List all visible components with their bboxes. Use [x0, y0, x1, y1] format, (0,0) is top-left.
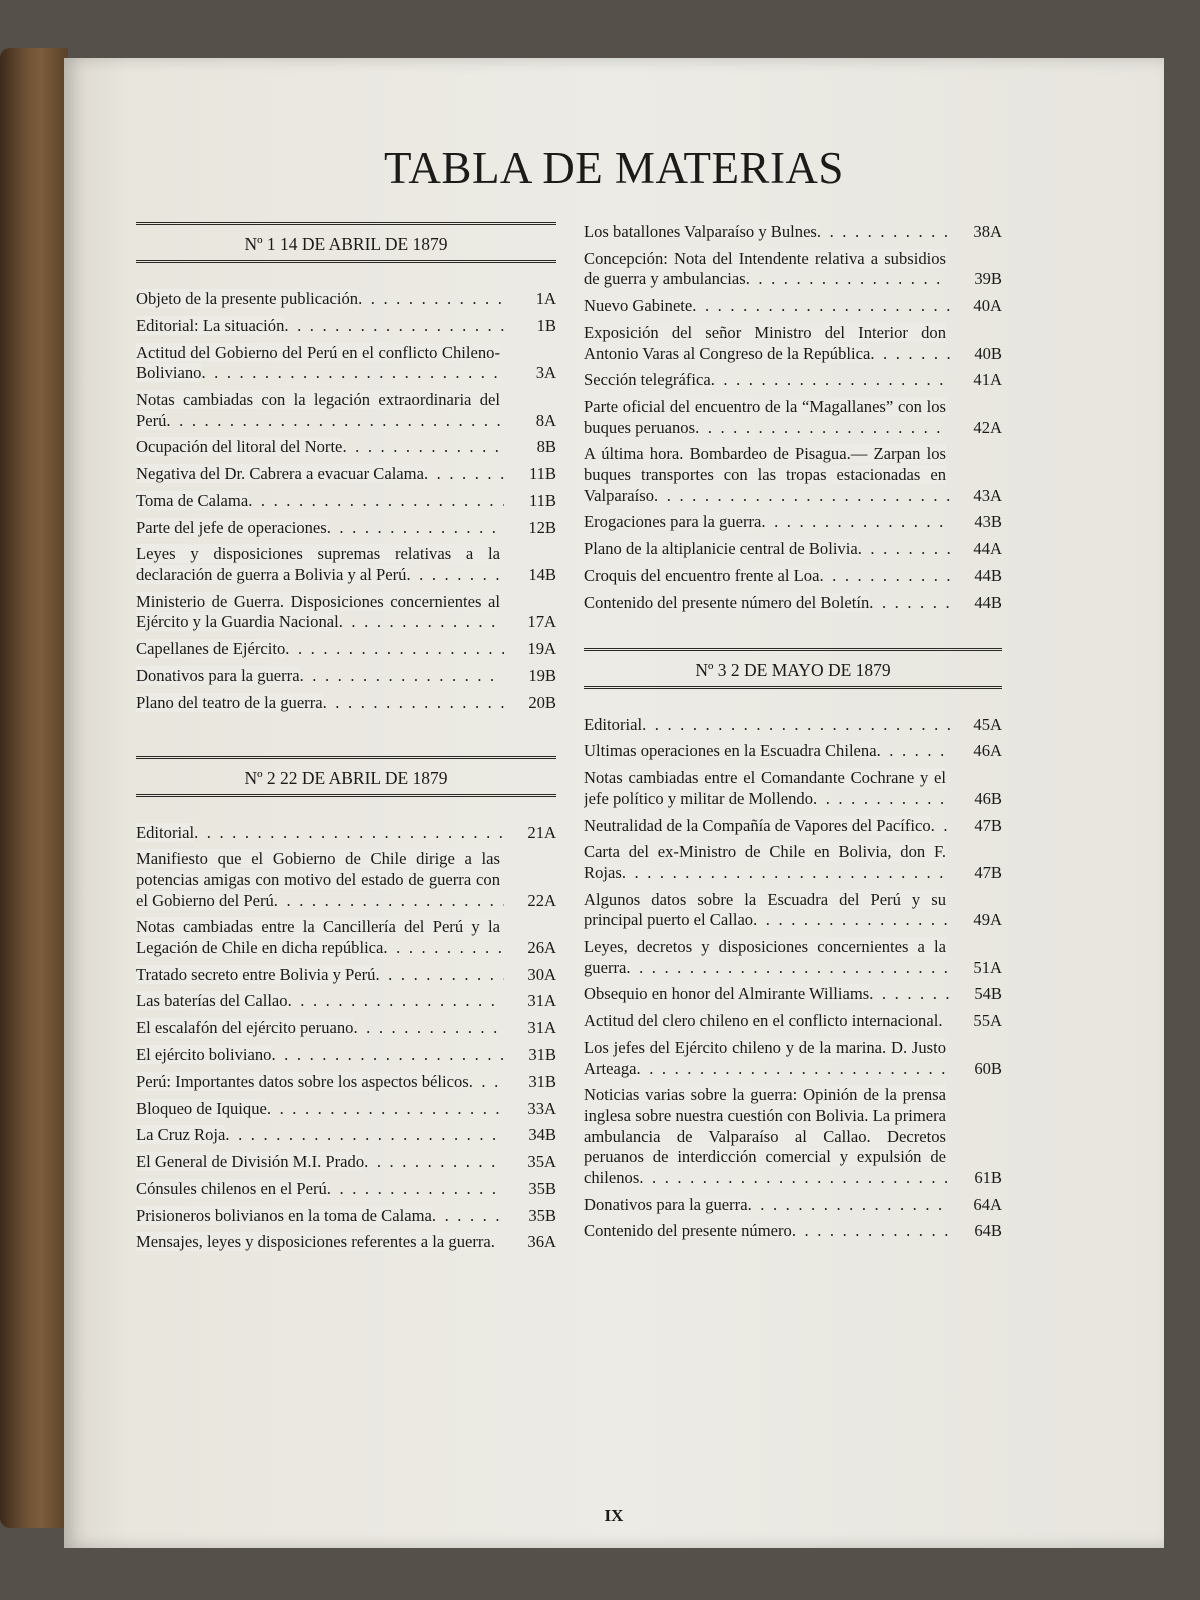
toc-entry-title: Los batallones Valparaíso y Bulnes	[584, 222, 817, 241]
toc-entry-title: Donativos para la guerra	[136, 665, 300, 685]
toc-entry-title: Notas cambiadas entre el Comandante Cochrane y el jefe político y militar de Mollendo	[584, 768, 946, 808]
toc-entry-title: Editorial	[584, 714, 643, 734]
toc-entry-page: 11B	[528, 464, 556, 484]
toc-entry-page: 54B	[974, 984, 1002, 1004]
toc-entry	[136, 1232, 556, 1253]
toc-entry-page: 35B	[528, 1205, 556, 1225]
section-heading: Nº 1 14 DE ABRIL DE 1879	[244, 234, 448, 254]
toc-entry-title: Plano de la altiplanicie central de Bolivia	[584, 539, 858, 559]
toc-entry	[584, 1011, 1002, 1032]
toc-entry	[584, 323, 1002, 364]
toc-entry-title: Ministerio de Guerra. Disposiciones concernientes al Ejército y la Guardia Nacional	[136, 591, 500, 632]
toc-entry	[136, 1099, 556, 1120]
section-header	[136, 222, 556, 263]
toc-entry-page: 14B	[528, 565, 556, 585]
toc-entry	[584, 444, 1002, 506]
toc-entry	[136, 316, 556, 337]
toc-entry-page: 43A	[973, 485, 1002, 505]
toc-entry-page: 64A	[973, 1194, 1002, 1214]
section-header	[584, 648, 1002, 689]
double-rule	[584, 686, 1002, 689]
toc-entry-page: 60B	[974, 1058, 1002, 1078]
toc-entry-page: 44B	[974, 566, 1002, 585]
toc-entry	[136, 1206, 556, 1227]
toc-entry-list	[584, 222, 1002, 613]
toc-entry	[136, 437, 556, 458]
toc-entry	[136, 289, 556, 310]
toc-entry	[136, 965, 556, 986]
toc-entry	[584, 816, 1002, 837]
section-heading: Nº 2 22 DE ABRIL DE 1879	[244, 767, 448, 788]
toc-entry-title: Objeto de la presente publicación	[136, 289, 359, 308]
toc-entry-page: 43B	[974, 512, 1002, 532]
toc-entry	[584, 715, 1002, 736]
toc-entry-title: Parte oficial del encuentro de la “Magallanes” con los buques peruanos	[584, 397, 946, 437]
toc-entry	[584, 296, 1002, 317]
toc-entry-page: 38A	[973, 222, 1002, 241]
toc-entry-title: Leyes y disposiciones supremas relativas a la declaración de guerra a Bolivia y al Perú	[136, 544, 500, 585]
toc-entry-page: 31B	[528, 1045, 556, 1064]
toc-entry	[136, 693, 556, 714]
toc-entry	[584, 370, 1002, 391]
toc-entry-page: 34B	[528, 1125, 556, 1145]
toc-entry-title: Leyes, decretos y disposiciones concernientes a la guerra	[584, 937, 946, 977]
toc-entry-title: Negativa del Dr. Cabrera a evacuar Calama	[136, 464, 424, 484]
toc-entry-list	[584, 715, 1002, 1242]
toc-entry	[136, 1018, 556, 1039]
toc-entry-page: 19A	[527, 639, 556, 659]
toc-entry-title: Sección telegráfica	[584, 370, 711, 390]
toc-entry	[584, 890, 1002, 931]
toc-entry-page: 46A	[973, 741, 1002, 761]
toc-entry	[584, 842, 1002, 883]
toc-entry-title: El General de División M.I. Prado	[136, 1152, 365, 1172]
toc-entry	[136, 544, 556, 585]
book-spine	[0, 48, 68, 1528]
toc-entry-title: Concepción: Nota del Intendente relativa a subsidios de guerra y ambulancias	[584, 248, 946, 289]
toc-entry-title: Mensajes, leyes y disposiciones referentes a la guerra	[136, 1232, 491, 1252]
toc-entry-page: 22A	[527, 890, 556, 910]
toc-entry	[584, 1038, 1002, 1079]
double-rule	[136, 794, 556, 797]
toc-entry-page: 35B	[528, 1178, 556, 1198]
toc-entry	[136, 390, 556, 431]
toc-entry	[584, 984, 1002, 1005]
toc-entry	[136, 491, 556, 512]
toc-entry-title: Exposición del señor Ministro del Interior don Antonio Varas al Congreso de la República	[584, 322, 946, 363]
book-page	[64, 58, 1164, 1548]
toc-entry-page: 47B	[974, 815, 1002, 835]
toc-entry-page: 44B	[974, 592, 1002, 612]
toc-entry	[136, 1045, 556, 1066]
toc-entry	[584, 937, 1002, 978]
toc-entry-title: Carta del ex-Ministro de Chile en Bolivia, don F. Rojas	[584, 842, 946, 882]
toc-entry-title: Contenido del presente número	[584, 1221, 792, 1241]
toc-entry-title: Capellanes de Ejército	[136, 639, 286, 659]
toc-entry	[136, 1125, 556, 1146]
toc-entry-title: Notas cambiadas con la legación extraordinaria del Perú	[136, 389, 500, 430]
toc-entry	[584, 249, 1002, 290]
toc-entry-page: 19B	[528, 665, 556, 685]
toc-entry-title: Contenido del presente número del Boletín	[584, 592, 870, 612]
toc-entry	[584, 512, 1002, 533]
toc-entry	[584, 566, 1002, 587]
toc-entry	[136, 464, 556, 485]
toc-entry-page: 44A	[973, 539, 1002, 559]
toc-entry-page: 26A	[527, 937, 556, 957]
toc-entry-page: 35A	[527, 1152, 556, 1172]
toc-entry	[136, 1179, 556, 1200]
toc-entry-title: Noticias varias sobre la guerra: Opinión de la prensa inglesa sobre nuestra cuestión con Bolivia. La primera ambulancia de Valparaíso al Callao. Decretos peruanos de interdicción comercial y expulsión de chilenos	[584, 1085, 946, 1187]
toc-entry-page: 20B	[528, 692, 556, 712]
section-header	[136, 756, 556, 797]
toc-entry	[584, 741, 1002, 762]
toc-entry-page: 1B	[536, 315, 556, 335]
toc-entry-page: 42A	[973, 417, 1002, 437]
toc-entry-title: Neutralidad de la Compañía de Vapores del Pacífico	[584, 815, 931, 835]
toc-entry	[136, 823, 556, 844]
toc-entry-page: 41A	[973, 370, 1002, 390]
toc-entry-page: 8A	[535, 410, 556, 430]
toc-entry	[584, 1195, 1002, 1216]
toc-entry-title: A última hora. Bombardeo de Pisagua.— Zarpan los buques transportes con las tropas estacionadas en Valparaíso	[584, 444, 946, 505]
toc-entry-page: 51A	[973, 957, 1002, 977]
toc-entry-page: 3A	[535, 363, 556, 383]
toc-entry-title: Editorial	[136, 822, 195, 842]
toc-entry-title: Bloqueo de Iquique	[136, 1098, 267, 1118]
toc-entry	[584, 397, 1002, 438]
toc-entry-title: Notas cambiadas entre la Cancillería del Perú y la Legación de Chile en dicha república	[136, 917, 500, 957]
toc-entry	[136, 1152, 556, 1173]
toc-entry	[584, 1221, 1002, 1242]
toc-entry-page: 12B	[528, 517, 556, 537]
toc-entry-title: Cónsules chilenos en el Perú	[136, 1178, 327, 1198]
toc-entry-page: 40A	[973, 296, 1002, 316]
toc-entry-page: 46B	[974, 788, 1002, 808]
toc-entry-page: 49A	[973, 910, 1002, 930]
double-rule	[136, 260, 556, 263]
double-rule	[136, 222, 556, 225]
toc-entry-page: 33A	[527, 1098, 556, 1118]
toc-entry-title: El ejército boliviano	[136, 1045, 272, 1064]
toc-entry-page: 40B	[974, 343, 1002, 363]
toc-entry-title: Toma de Calama	[136, 490, 249, 510]
toc-entry	[584, 768, 1002, 809]
toc-entry-title: Algunos datos sobre la Escuadra del Perú y su principal puerto el Callao	[584, 889, 946, 930]
toc-entry-title: Obsequio en honor del Almirante Williams	[584, 984, 870, 1004]
toc-entry-page: 21A	[527, 822, 556, 842]
double-rule	[584, 648, 1002, 651]
toc-entry-title: Actitud del Gobierno del Perú en el conflicto Chileno-Boliviano	[136, 342, 500, 383]
toc-entry-title: Nuevo Gabinete	[584, 296, 693, 316]
toc-entry-page: 31B	[528, 1071, 556, 1091]
toc-entry-title: Parte del jefe de operaciones	[136, 517, 327, 537]
toc-entry-title: Manifiesto que el Gobierno de Chile dirige a las potencias amigas con motivo del estado de guerra con el Gobierno del Perú	[136, 849, 500, 910]
toc-entry-title: Editorial: La situación	[136, 315, 285, 335]
toc-entry-page: 31A	[527, 1018, 556, 1038]
toc-entry	[136, 343, 556, 384]
toc-entry-page: 1A	[535, 289, 556, 308]
toc-entry-title: Perú: Importantes datos sobre los aspectos bélicos	[136, 1071, 469, 1091]
toc-entry-page: 36A	[527, 1232, 556, 1252]
toc-entry-title: Croquis del encuentro frente al Loa	[584, 566, 820, 585]
toc-entry	[136, 849, 556, 911]
toc-entry	[584, 1085, 1002, 1188]
toc-entry	[584, 593, 1002, 614]
toc-entry-page: 30A	[527, 964, 556, 984]
left-column	[136, 222, 556, 1259]
toc-entry-page: 31A	[527, 991, 556, 1011]
toc-entry	[136, 592, 556, 633]
toc-entry-title: Plano del teatro de la guerra	[136, 692, 323, 712]
toc-entry-title: Erogaciones para la guerra	[584, 512, 762, 532]
toc-entry	[584, 539, 1002, 560]
toc-entry-page: 64B	[974, 1221, 1002, 1241]
toc-entry	[136, 639, 556, 660]
toc-entry-list	[136, 289, 556, 713]
right-column	[584, 222, 1002, 1248]
toc-entry	[136, 1072, 556, 1093]
toc-entry	[136, 518, 556, 539]
toc-entry-page: 11B	[528, 490, 556, 510]
toc-entry-title: Prisioneros bolivianos en la toma de Calama	[136, 1205, 432, 1225]
toc-entry-list	[136, 823, 556, 1254]
page-number: IX	[604, 1506, 624, 1525]
double-rule	[136, 756, 556, 759]
toc-entry	[136, 991, 556, 1012]
toc-entry-title: Ultimas operaciones en la Escuadra Chilena	[584, 741, 877, 761]
toc-entry-page: 39B	[974, 269, 1002, 289]
toc-entry-page: 47B	[974, 862, 1002, 882]
toc-entry-title: Ocupación del litoral del Norte	[136, 437, 343, 457]
toc-entry-title: Tratado secreto entre Bolivia y Perú	[136, 964, 376, 984]
toc-entry-title: La Cruz Roja	[136, 1125, 226, 1145]
section-heading: Nº 3 2 DE MAYO DE 1879	[695, 659, 891, 680]
toc-entry	[584, 222, 1002, 243]
toc-entry-page: 61B	[974, 1167, 1002, 1187]
toc-entry-title: El escalafón del ejército peruano	[136, 1018, 354, 1038]
toc-entry-title: Actitud del clero chileno en el conflicto internacional	[584, 1011, 939, 1031]
toc-entry-title: Los jefes del Ejército chileno y de la marina. D. Justo Arteaga	[584, 1037, 946, 1078]
toc-entry-page: 8B	[536, 437, 556, 457]
toc-entry-page: 45A	[973, 714, 1002, 734]
toc-entry-page: 55A	[973, 1011, 1002, 1031]
toc-entry-title: Donativos para la guerra	[584, 1194, 748, 1214]
page-title: TABLA DE MATERIAS	[384, 143, 844, 193]
toc-entry-page: 17A	[527, 612, 556, 632]
toc-entry-title: Las baterías del Callao	[136, 991, 288, 1011]
toc-entry	[136, 917, 556, 958]
toc-entry	[136, 666, 556, 687]
